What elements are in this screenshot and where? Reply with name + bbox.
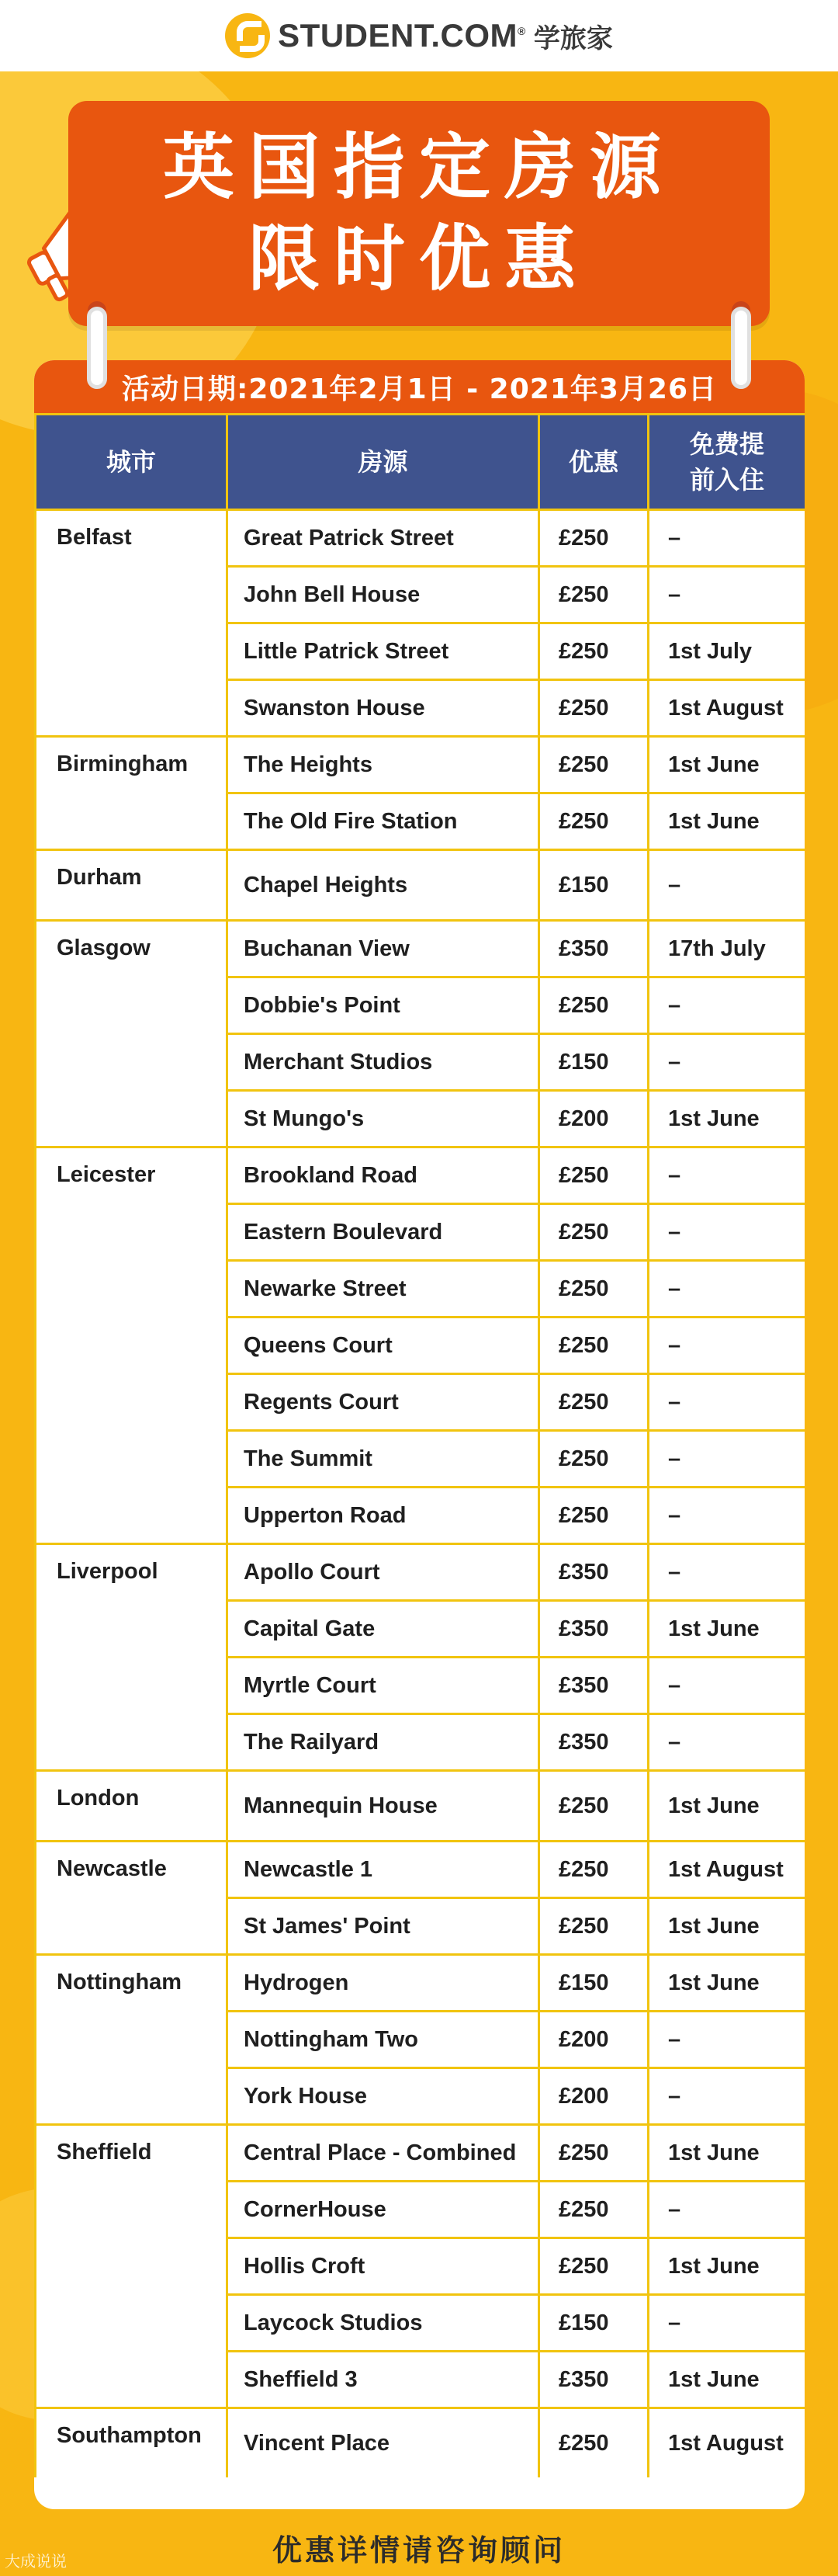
city-cell: Leicester: [36, 1147, 227, 1544]
table-header-row: [36, 415, 805, 510]
property-cell: Dobbie's Point: [227, 977, 539, 1034]
early-checkin-cell: –: [649, 1714, 805, 1771]
early-checkin-cell: –: [649, 2182, 805, 2238]
offer-cell: £250: [539, 1374, 649, 1431]
offer-cell: £350: [539, 1714, 649, 1771]
offer-cell: £250: [539, 1318, 649, 1374]
early-checkin-cell: –: [649, 1204, 805, 1261]
property-cell: Mannequin House: [227, 1771, 539, 1842]
banner-title-line2: 限时优惠: [248, 217, 590, 300]
offer-cell: £150: [539, 850, 649, 921]
offer-cell: £150: [539, 2295, 649, 2352]
city-cell: Durham: [36, 850, 227, 921]
offer-cell: £250: [539, 793, 649, 850]
offer-card: [34, 360, 805, 2509]
property-cell: Merchant Studios: [227, 1034, 539, 1091]
property-cell: Eastern Boulevard: [227, 1204, 539, 1261]
table-row: [36, 1147, 805, 1204]
early-checkin-cell: 1st June: [649, 1601, 805, 1658]
table-body: [36, 510, 805, 2478]
early-checkin-cell: 1st July: [649, 623, 805, 680]
property-cell: Laycock Studios: [227, 2295, 539, 2352]
property-cell: Brookland Road: [227, 1147, 539, 1204]
table-row: [36, 1955, 805, 2012]
property-cell: Upperton Road: [227, 1488, 539, 1544]
early-checkin-cell: –: [649, 1261, 805, 1318]
property-cell: Nottingham Two: [227, 2012, 539, 2068]
early-checkin-cell: –: [649, 2295, 805, 2352]
offer-cell: £250: [539, 623, 649, 680]
property-cell: Regents Court: [227, 1374, 539, 1431]
offer-cell: £250: [539, 510, 649, 567]
early-checkin-cell: –: [649, 1658, 805, 1714]
offer-cell: £200: [539, 2012, 649, 2068]
early-checkin-cell: 1st June: [649, 1771, 805, 1842]
offer-cell: £250: [539, 737, 649, 793]
early-checkin-cell: 1st June: [649, 1091, 805, 1147]
early-checkin-cell: –: [649, 1147, 805, 1204]
campaign-period: 活动日期:2021年2月1日 - 2021年3月26日: [34, 360, 805, 413]
property-cell: Newcastle 1: [227, 1842, 539, 1898]
early-checkin-cell: 1st August: [649, 680, 805, 737]
header-offer: 优惠: [539, 415, 649, 510]
city-cell: Sheffield: [36, 2125, 227, 2408]
early-checkin-cell: 1st June: [649, 1955, 805, 2012]
offer-cell: £250: [539, 2125, 649, 2182]
city-cell: Belfast: [36, 510, 227, 737]
offer-table: [34, 413, 805, 2477]
table-row: [36, 850, 805, 921]
city-cell: Liverpool: [36, 1544, 227, 1771]
offer-cell: £250: [539, 1431, 649, 1488]
early-checkin-cell: 1st June: [649, 1898, 805, 1955]
early-checkin-cell: –: [649, 2012, 805, 2068]
offer-cell: £250: [539, 1771, 649, 1842]
offer-cell: £200: [539, 1091, 649, 1147]
early-checkin-cell: –: [649, 567, 805, 623]
property-cell: Great Patrick Street: [227, 510, 539, 567]
property-cell: York House: [227, 2068, 539, 2125]
city-cell: Nottingham: [36, 1955, 227, 2125]
property-cell: Queens Court: [227, 1318, 539, 1374]
offer-cell: £250: [539, 1147, 649, 1204]
property-cell: Hollis Croft: [227, 2238, 539, 2295]
table-row: [36, 1771, 805, 1842]
early-checkin-cell: –: [649, 1374, 805, 1431]
city-cell: London: [36, 1771, 227, 1842]
offer-cell: £150: [539, 1034, 649, 1091]
property-cell: Chapel Heights: [227, 850, 539, 921]
brand-name-cn: 学旅家: [533, 23, 613, 54]
city-cell: Southampton: [36, 2408, 227, 2478]
early-checkin-cell: –: [649, 977, 805, 1034]
property-cell: Buchanan View: [227, 921, 539, 977]
header-city: 城市: [36, 415, 227, 510]
offer-cell: £250: [539, 1842, 649, 1898]
hanger-bar: [731, 307, 751, 389]
property-cell: Myrtle Court: [227, 1658, 539, 1714]
property-cell: CornerHouse: [227, 2182, 539, 2238]
table-row: [36, 1842, 805, 1898]
early-checkin-cell: 1st June: [649, 2352, 805, 2408]
early-checkin-cell: 1st June: [649, 2238, 805, 2295]
offer-cell: £250: [539, 2408, 649, 2478]
header-property: 房源: [227, 415, 539, 510]
property-cell: Newarke Street: [227, 1261, 539, 1318]
promo-banner: [68, 101, 770, 326]
early-checkin-cell: 1st June: [649, 793, 805, 850]
early-checkin-cell: –: [649, 1318, 805, 1374]
offer-cell: £350: [539, 921, 649, 977]
table-row: [36, 1544, 805, 1601]
property-cell: Central Place - Combined: [227, 2125, 539, 2182]
early-checkin-cell: –: [649, 1034, 805, 1091]
offer-cell: £350: [539, 1544, 649, 1601]
offer-cell: £350: [539, 1601, 649, 1658]
table-row: [36, 737, 805, 793]
property-cell: Sheffield 3: [227, 2352, 539, 2408]
student-logo-icon: [225, 13, 270, 58]
property-cell: St Mungo's: [227, 1091, 539, 1147]
offer-cell: £250: [539, 1204, 649, 1261]
property-cell: Capital Gate: [227, 1601, 539, 1658]
table-row: [36, 921, 805, 977]
table-row: [36, 510, 805, 567]
offer-cell: £200: [539, 2068, 649, 2125]
offer-cell: £350: [539, 1658, 649, 1714]
offer-cell: £250: [539, 1898, 649, 1955]
early-checkin-cell: –: [649, 2068, 805, 2125]
property-cell: The Railyard: [227, 1714, 539, 1771]
early-checkin-cell: 17th July: [649, 921, 805, 977]
banner-title-line1: 英国指定房源: [162, 126, 675, 209]
offer-cell: £250: [539, 1488, 649, 1544]
offer-cell: £250: [539, 1261, 649, 1318]
property-cell: Vincent Place: [227, 2408, 539, 2478]
offer-cell: £250: [539, 680, 649, 737]
property-cell: The Old Fire Station: [227, 793, 539, 850]
early-checkin-cell: 1st June: [649, 737, 805, 793]
property-cell: Swanston House: [227, 680, 539, 737]
watermark: 大成说说: [5, 2552, 67, 2571]
property-cell: St James' Point: [227, 1898, 539, 1955]
offer-cell: £250: [539, 567, 649, 623]
offer-cell: £250: [539, 2238, 649, 2295]
offer-cell: £350: [539, 2352, 649, 2408]
early-checkin-cell: –: [649, 1544, 805, 1601]
footer-note: 优惠详情请咨询顾问: [272, 2533, 566, 2567]
brand-header: [0, 0, 838, 71]
city-cell: Glasgow: [36, 921, 227, 1147]
offer-cell: £250: [539, 977, 649, 1034]
property-cell: The Summit: [227, 1431, 539, 1488]
hanger-bar: [87, 307, 107, 389]
early-checkin-cell: –: [649, 1488, 805, 1544]
property-cell: The Heights: [227, 737, 539, 793]
property-cell: John Bell House: [227, 567, 539, 623]
early-checkin-cell: 1st June: [649, 2125, 805, 2182]
offer-cell: £250: [539, 2182, 649, 2238]
early-checkin-cell: –: [649, 850, 805, 921]
brand-name: STUDENT.COM®: [278, 17, 526, 54]
header-early-checkin: 免费提前入住: [649, 415, 805, 510]
city-cell: Newcastle: [36, 1842, 227, 1955]
early-checkin-cell: –: [649, 1431, 805, 1488]
property-cell: Hydrogen: [227, 1955, 539, 2012]
table-row: [36, 2408, 805, 2478]
early-checkin-cell: 1st August: [649, 1842, 805, 1898]
offer-cell: £150: [539, 1955, 649, 2012]
city-cell: Birmingham: [36, 737, 227, 850]
property-cell: Apollo Court: [227, 1544, 539, 1601]
property-cell: Little Patrick Street: [227, 623, 539, 680]
early-checkin-cell: –: [649, 510, 805, 567]
early-checkin-cell: 1st August: [649, 2408, 805, 2478]
table-row: [36, 2125, 805, 2182]
